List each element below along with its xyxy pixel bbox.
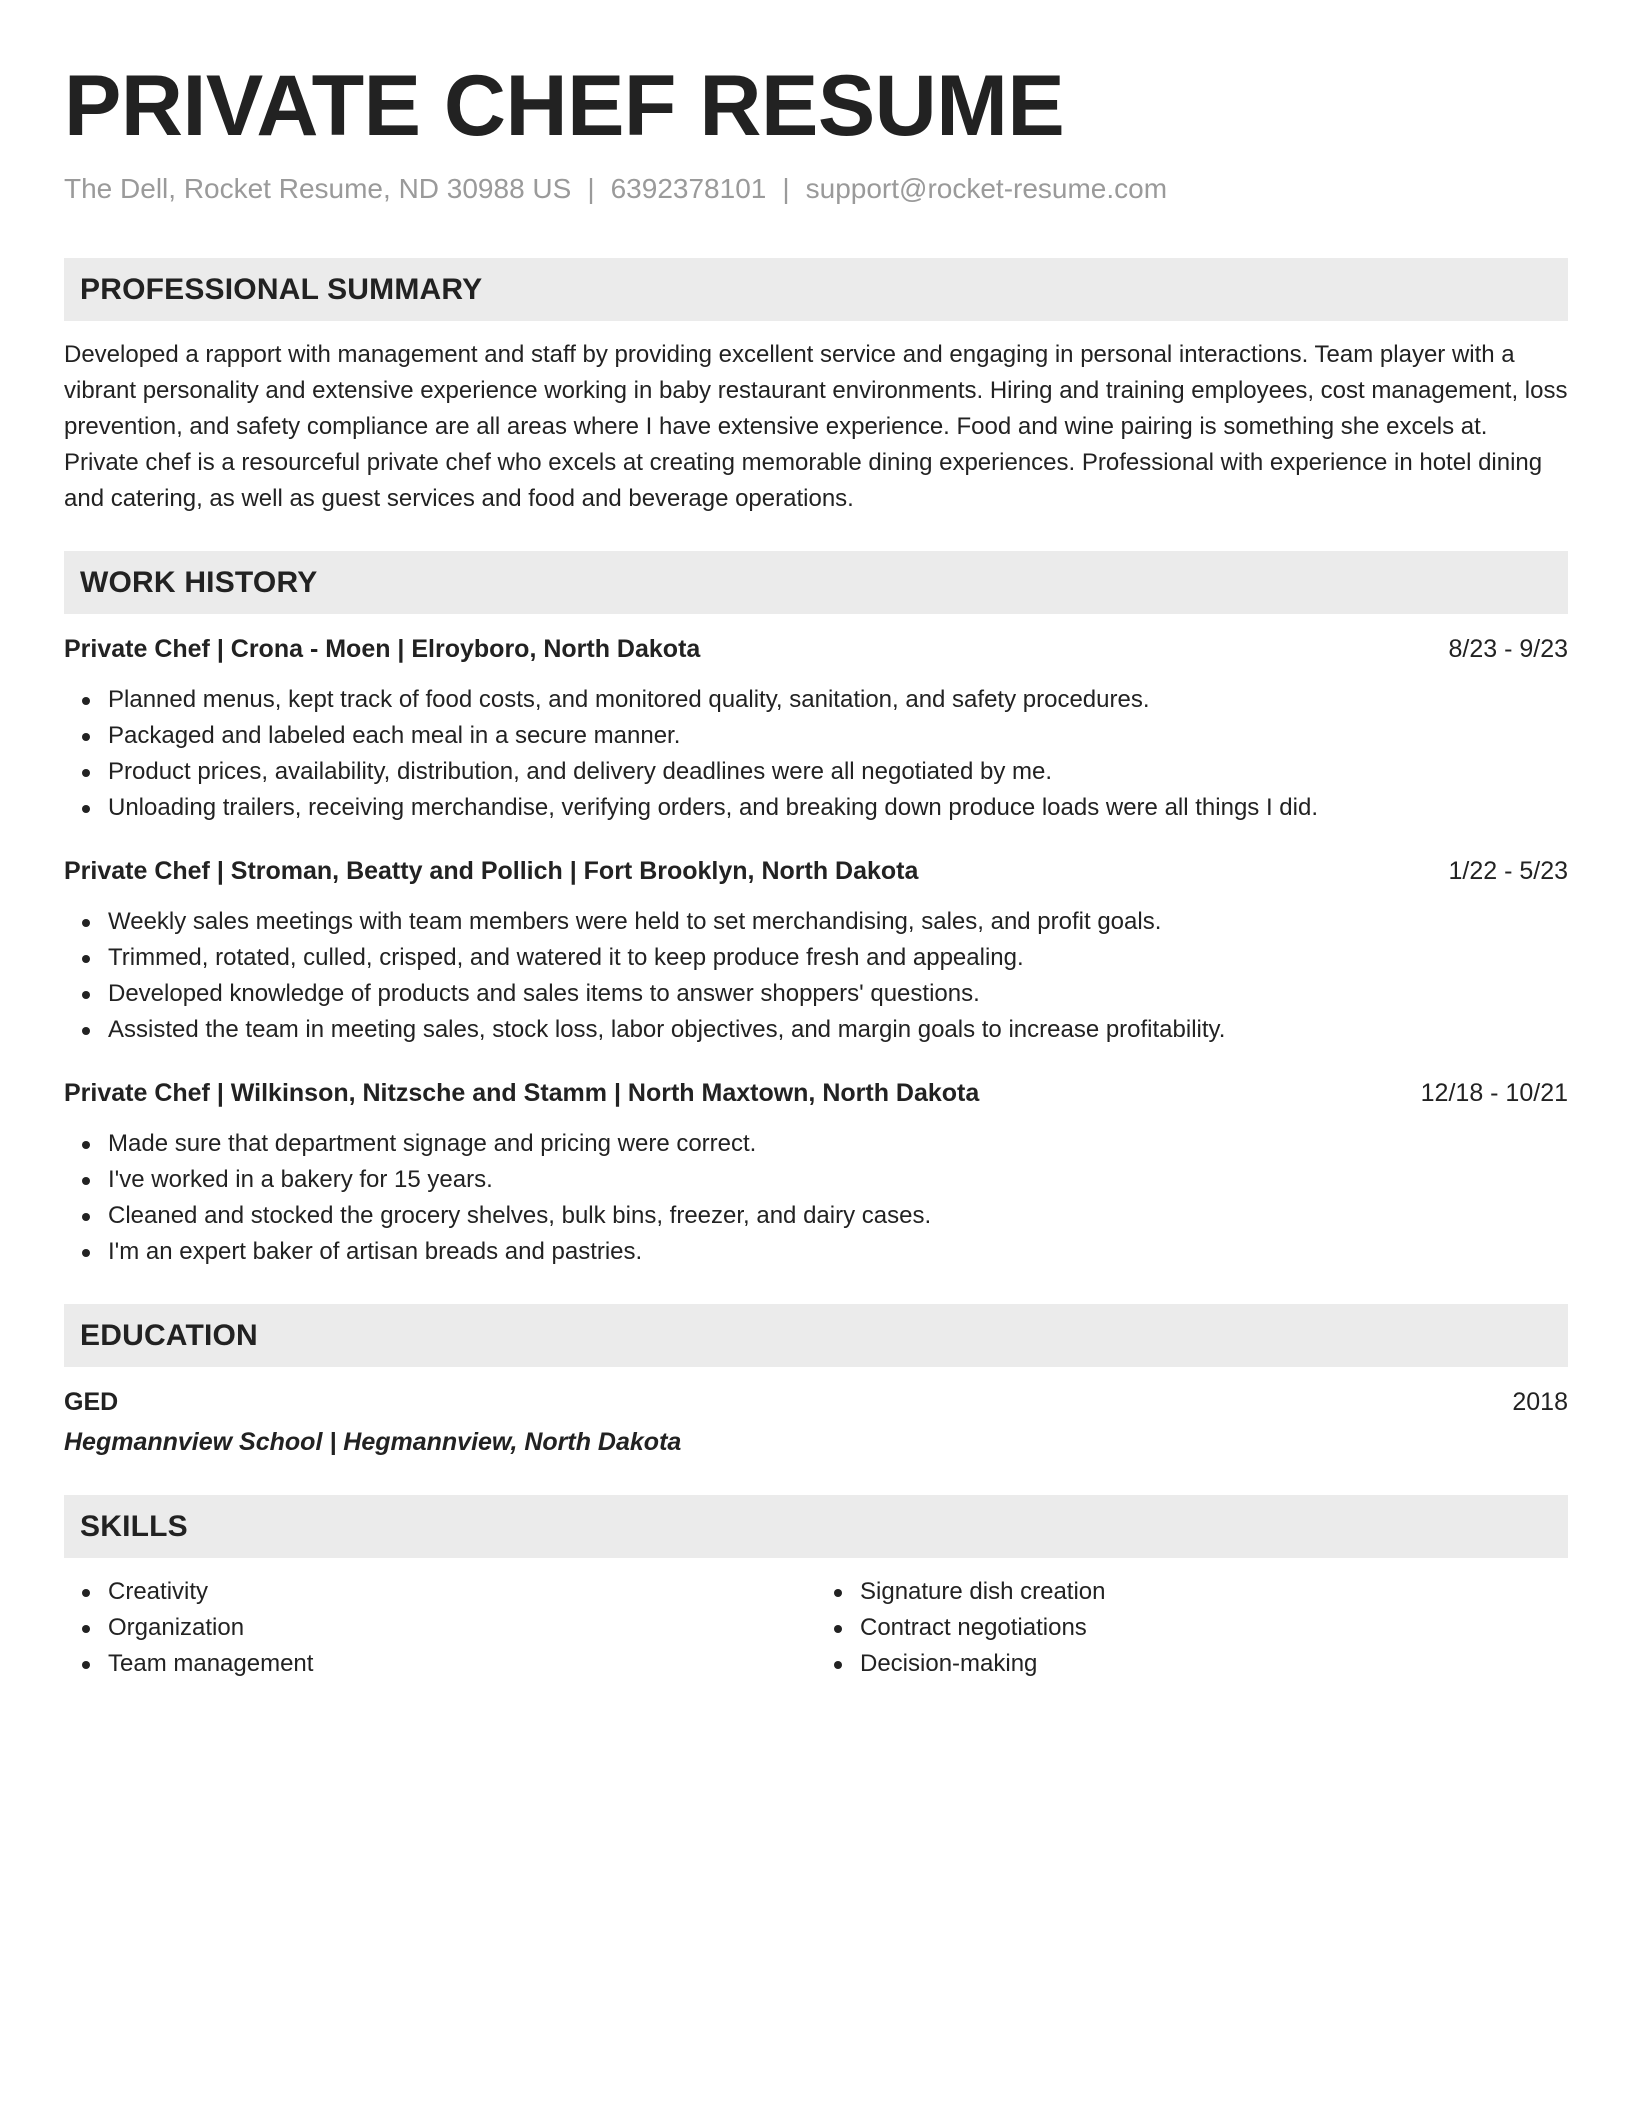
job-entry [64,632,1568,826]
skills-column-left [64,1574,816,1682]
skill-item: Decision-making [860,1646,1568,1682]
job-title: Private Chef | Stroman, Beatty and Pollich | Fort Brooklyn, North Dakota [64,857,919,885]
job-bullets [64,904,1568,1048]
job-bullet: Product prices, availability, distribution, and delivery deadlines were all negotiated by me. [108,754,1568,790]
education-heading: EDUCATION [64,1304,1568,1367]
job-bullet: I've worked in a bakery for 15 years. [108,1162,1568,1198]
job-bullet: Made sure that department signage and pricing were correct. [108,1126,1568,1162]
job-bullet: Weekly sales meetings with team members were held to set merchandising, sales, and profit goals. [108,904,1568,940]
summary-text: Developed a rapport with management and staff by providing excellent service and engaging in personal interactions. Team player with a vibrant personality and extensive experience working in baby restaurant environments. Hiring and training employees, cost management, loss prevention, and safety compliance are all areas where I have extensive experience. Food and wine pairing is something she excels at. Private chef is a resourceful private chef who excels at creating memorable dining experiences. Professional with experience in hotel dining and catering, as well as guest services and food and beverage operations. [64,341,1568,512]
education-entry [64,1385,1568,1419]
job-bullet: Planned menus, kept track of food costs, and monitored quality, sanitation, and safety procedures. [108,682,1568,718]
skill-item: Contract negotiations [860,1610,1568,1646]
work-history-heading: WORK HISTORY [64,551,1568,614]
job-header [64,632,1568,666]
skill-item: Team management [108,1646,816,1682]
job-bullet: Assisted the team in meeting sales, stock loss, labor objectives, and margin goals to increase profitability. [108,1012,1568,1048]
job-header [64,1076,1568,1110]
job-entry [64,1076,1568,1270]
job-dates: 12/18 - 10/21 [1420,1079,1568,1107]
contact-phone: 6392378101 [610,173,767,204]
job-bullet: I'm an expert baker of artisan breads and pastries. [108,1234,1568,1270]
job-bullets [64,682,1568,826]
job-title: Private Chef | Crona - Moen | Elroyboro, North Dakota [64,635,701,663]
contact-separator: | [587,173,595,204]
job-bullet: Unloading trailers, receiving merchandise, verifying orders, and breaking down produce loads were all things I did. [108,790,1568,826]
contact-email: support@rocket-resume.com [805,173,1168,204]
skill-item: Organization [108,1610,816,1646]
job-header [64,854,1568,888]
job-dates: 1/22 - 5/23 [1448,857,1568,885]
skills-heading: SKILLS [64,1495,1568,1558]
job-bullets [64,1126,1568,1270]
job-bullet: Packaged and labeled each meal in a secure manner. [108,718,1568,754]
job-bullet: Developed knowledge of products and sales items to answer shoppers' questions. [108,976,1568,1012]
job-title: Private Chef | Wilkinson, Nitzsche and Stamm | North Maxtown, North Dakota [64,1079,980,1107]
contact-address: The Dell, Rocket Resume, ND 30988 US [64,173,572,204]
summary-heading: PROFESSIONAL SUMMARY [64,258,1568,321]
education-school: Hegmannview School | Hegmannview, North Dakota [64,1428,682,1456]
skills-list [64,1574,1568,1682]
job-entry [64,854,1568,1048]
skills-column-right [816,1574,1568,1682]
education-degree: GED [64,1388,119,1416]
job-bullet: Cleaned and stocked the grocery shelves, bulk bins, freezer, and dairy cases. [108,1198,1568,1234]
education-year: 2018 [1512,1388,1568,1416]
contact-line [64,172,1568,206]
job-bullet: Trimmed, rotated, culled, crisped, and watered it to keep produce fresh and appealing. [108,940,1568,976]
skill-item: Signature dish creation [860,1574,1568,1610]
skill-item: Creativity [108,1574,816,1610]
job-dates: 8/23 - 9/23 [1448,635,1568,663]
contact-separator: | [782,173,790,204]
resume-title: PRIVATE CHEF RESUME [64,58,1065,154]
